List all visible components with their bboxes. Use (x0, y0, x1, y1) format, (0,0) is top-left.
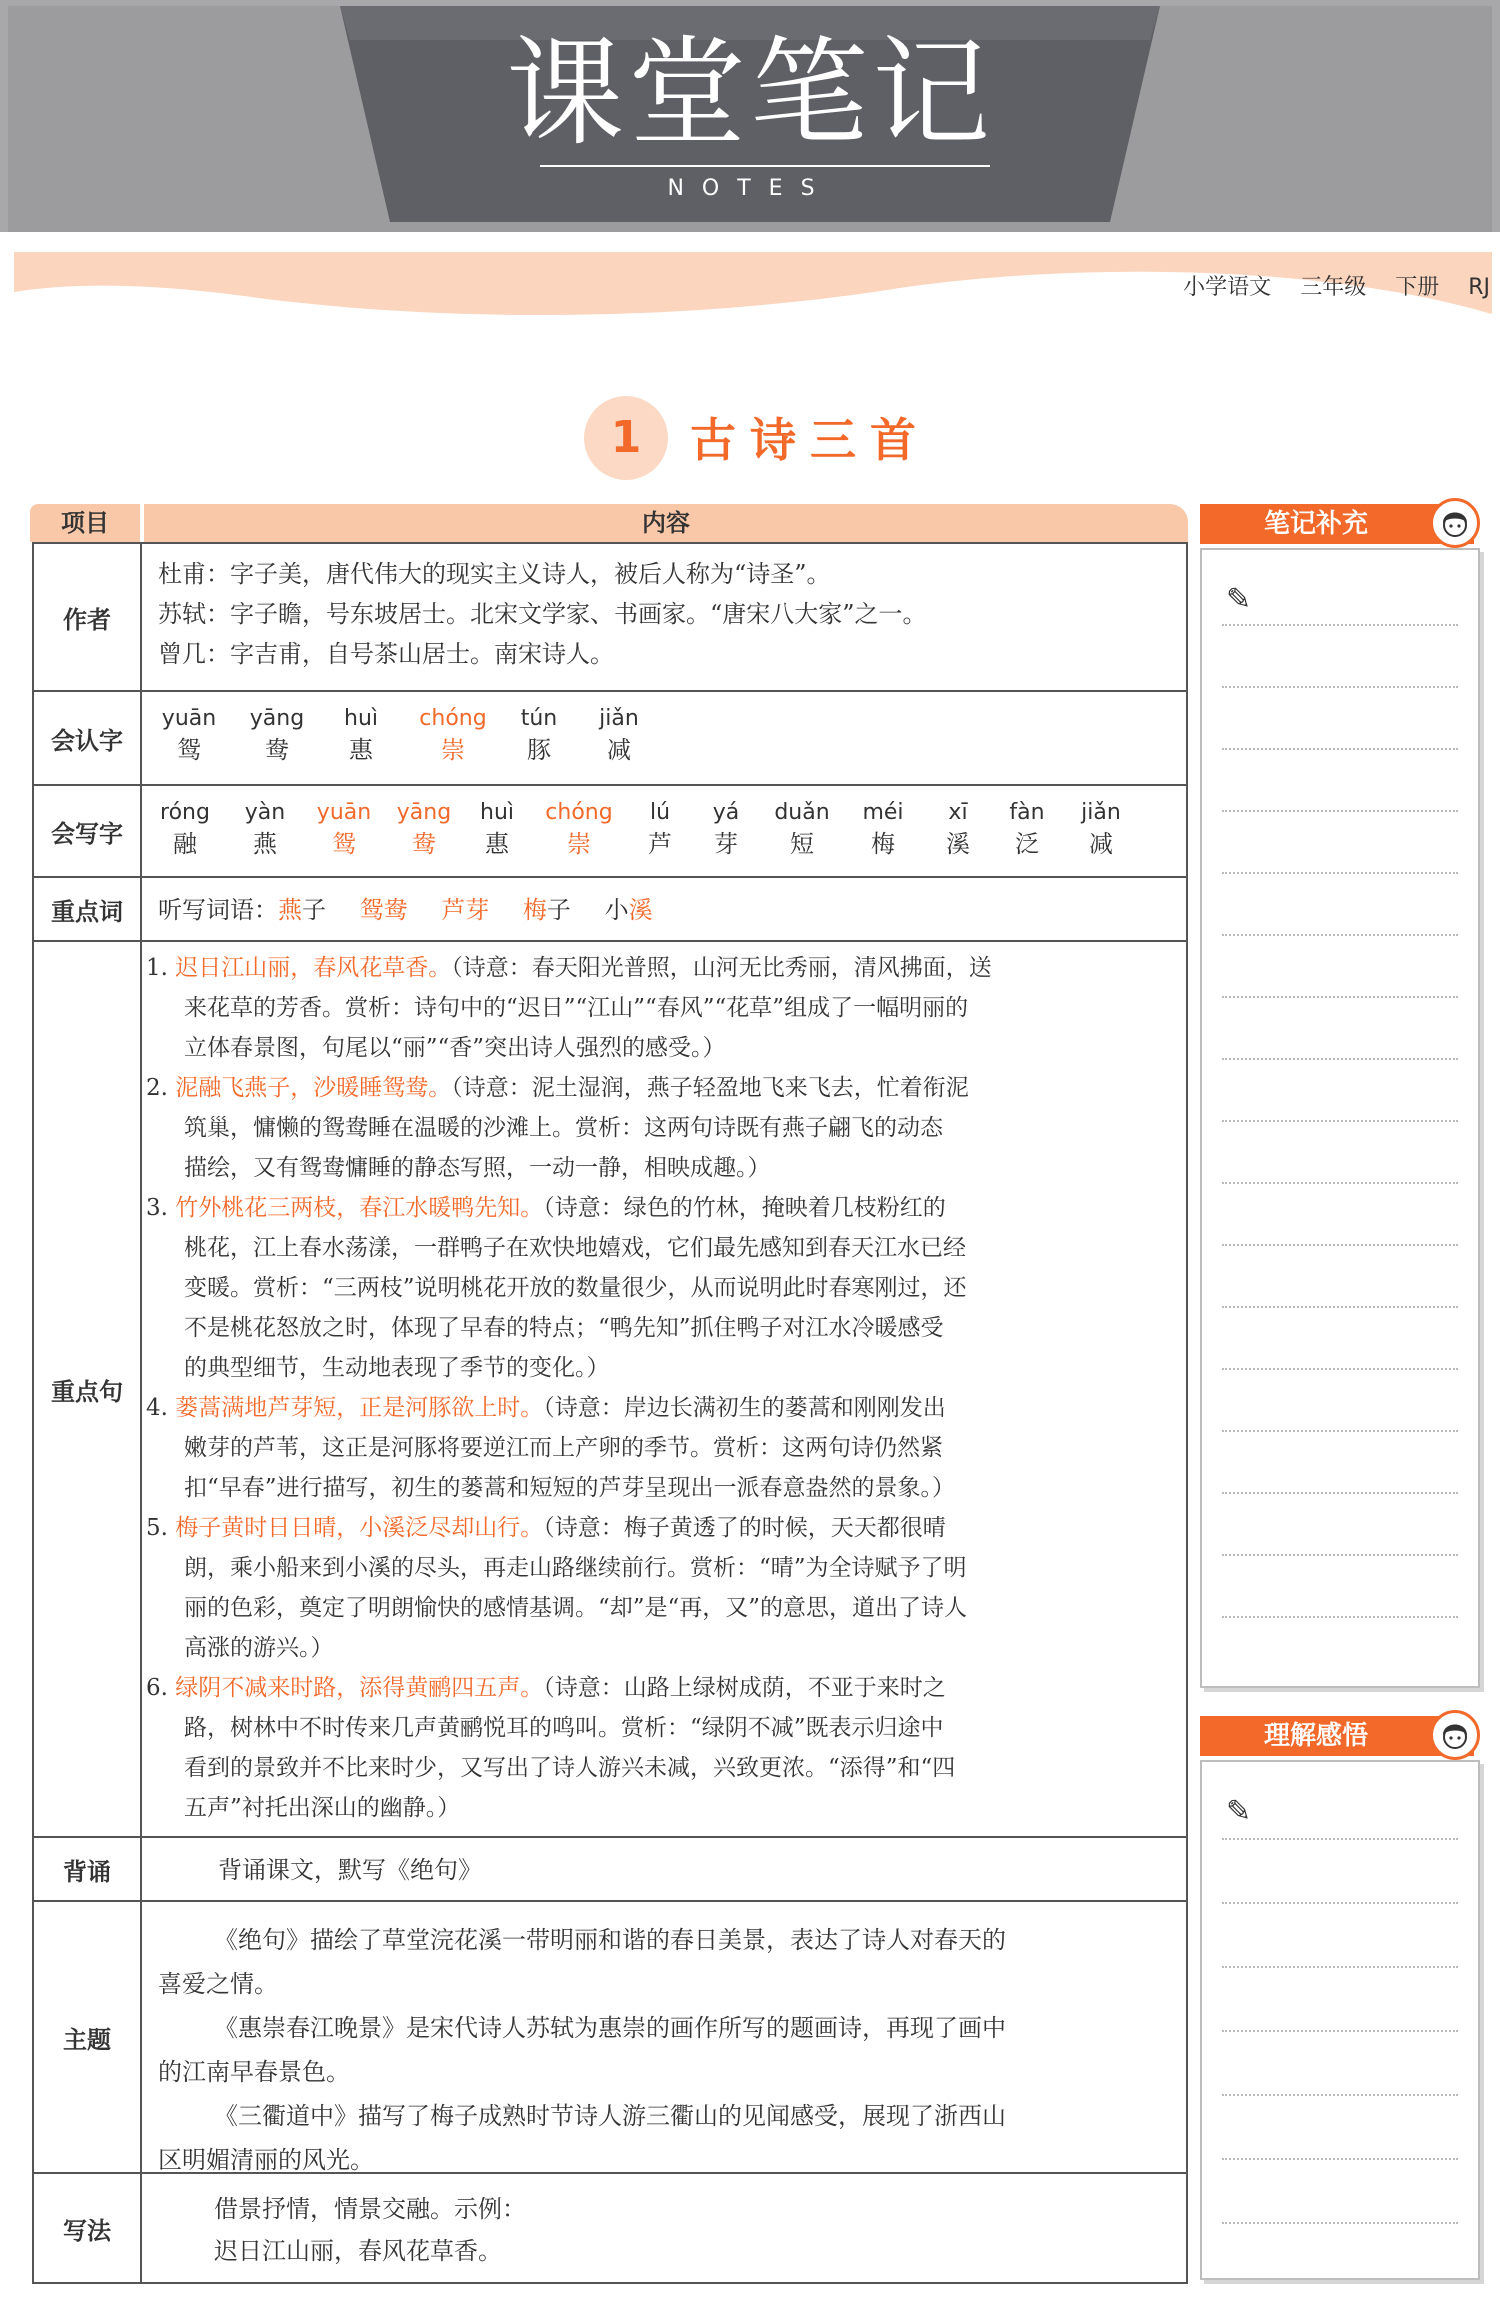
sentence-text: 高涨的游兴。） (184, 1635, 334, 1661)
sentence-text: 的典型细节，生动地表现了季节的变化。） (184, 1355, 610, 1381)
insight-tab: 理解感悟 (1200, 1716, 1474, 1756)
recite-content: 背诵课文，默写《绝句》 (218, 1856, 482, 1884)
table-row-recognize (34, 690, 1186, 784)
subject-edition: RJ (1468, 275, 1490, 300)
sentence-item (146, 1668, 1174, 1828)
write-line (1222, 2222, 1458, 2224)
write-line (1222, 872, 1458, 874)
char-pinyin: yuān (316, 800, 372, 825)
row-label-sentences: 重点句 (34, 942, 142, 1836)
theme-line: 的江南早春景色。 (158, 2058, 350, 2086)
write-line (1222, 1182, 1458, 1184)
sentence-number: 1. (146, 955, 168, 981)
char-pinyin: duǎn (774, 800, 830, 825)
keyword-char: 子 (302, 896, 326, 924)
char-pinyin: chóng (419, 706, 487, 731)
char-hanzi: 减 (607, 736, 631, 764)
char-item (154, 704, 224, 766)
char-hanzi: 泛 (1015, 830, 1039, 858)
sentence-text: 五声”衬托出深山的幽静。） (184, 1795, 461, 1821)
char-hanzi: 芦 (648, 830, 672, 858)
char-item (1070, 798, 1132, 860)
header-banner (0, 0, 1500, 232)
write-line (1222, 2094, 1458, 2096)
char-hanzi: 豚 (527, 736, 551, 764)
lesson-number: 1 (584, 396, 668, 480)
sentence-text: 桃花，江上春水荡漾，一群鸭子在欢快地嬉戏，它们最先感知到春天江水已经 (184, 1235, 966, 1261)
keyword-word: 鸳鸯 (359, 896, 408, 924)
char-pinyin: xī (948, 800, 968, 825)
char-item-highlight (304, 798, 384, 860)
sentence-text: （诗意：梅子黄透了的时候，天天都很晴 (543, 1515, 946, 1541)
char-hanzi: 燕 (253, 830, 277, 858)
keyword-char: 子 (546, 896, 571, 924)
author-content (158, 554, 1174, 674)
sentence-number: 4. (146, 1395, 168, 1421)
char-item-highlight (408, 704, 498, 766)
sentence-quote: 竹外桃花三两枝，春江水暖鸭先知。 (175, 1195, 544, 1221)
table-header-content: 内容 (144, 504, 1188, 542)
write-line (1222, 1430, 1458, 1432)
notes-box[interactable] (1200, 548, 1480, 1688)
theme-line: 喜爱之情。 (158, 1970, 278, 1998)
banner-subtitle: NOTES (667, 176, 833, 201)
sentence-text: 丽的色彩，奠定了明朗愉快的感情基调。“却”是“再，又”的意思，道出了诗人 (184, 1595, 968, 1621)
char-pinyin: jiǎn (1081, 800, 1121, 825)
char-item (764, 798, 840, 860)
write-line (1222, 2158, 1458, 2160)
sentence-quote: 蒌蒿满地芦芽短，正是河豚欲上时。 (175, 1395, 544, 1421)
subject-info (1161, 270, 1490, 301)
char-hanzi: 惠 (349, 736, 373, 764)
sentence-text: 嫩芽的芦苇，这正是河豚将要逆江而上产卵的季节。赏析：这两句诗仍然紧 (184, 1435, 943, 1461)
char-pinyin: fàn (1009, 800, 1045, 825)
write-line (1222, 934, 1458, 936)
write-line (1222, 748, 1458, 750)
theme-line: 《惠崇春江晚景》是宋代诗人苏轼为惠崇的画作所写的题画诗，再现了画中 (214, 2014, 1006, 2042)
theme-line: 《绝句》描绘了草堂浣花溪一带明丽和谐的春日美景，表达了诗人对春天的 (214, 1926, 1006, 1954)
char-item (930, 798, 986, 860)
char-pinyin: huì (480, 800, 514, 825)
char-item (326, 704, 396, 766)
theme-line: 《三衢道中》描写了梅子成熟时节诗人游三衢山的见闻感受，展现了浙西山 (214, 2102, 1006, 2130)
keyword-char: 梅 (522, 896, 547, 924)
char-hanzi: 芽 (714, 830, 738, 858)
write-line (1222, 1058, 1458, 1060)
char-pinyin: yuān (161, 706, 217, 731)
write-line (1222, 810, 1458, 812)
sentence-text: 看到的景致并不比来时少，又写出了诗人游兴未减，兴致更浓。“添得”和“四 (184, 1755, 956, 1781)
row-label-write: 会写字 (34, 786, 142, 876)
sentence-item (146, 1188, 1174, 1388)
char-hanzi: 短 (790, 830, 814, 858)
row-label-method: 写法 (34, 2174, 142, 2282)
table-row-recite (34, 1836, 1186, 1900)
write-line (1222, 1244, 1458, 1246)
avatar-icon (1430, 1710, 1480, 1760)
write-line (1222, 996, 1458, 998)
table-row-author (34, 544, 1186, 690)
sentence-text: 路，树林中不时传来几声黄鹂悦耳的鸣叫。赏析：“绿阴不减”既表示归途中 (184, 1715, 944, 1741)
write-line (1222, 1306, 1458, 1308)
sentence-quote: 绿阴不减来时路，添得黄鹂四五声。 (175, 1675, 544, 1701)
keyword-char: 溪 (628, 896, 653, 924)
table-row-keywords (34, 876, 1186, 940)
char-item-highlight (534, 798, 624, 860)
sentence-text: 筑巢，慵懒的鸳鸯睡在温暖的沙滩上。赏析：这两句诗既有燕子翩飞的动态 (184, 1115, 943, 1141)
char-hanzi: 溪 (946, 830, 970, 858)
write-line (1222, 2030, 1458, 2032)
sentence-text: 立体春景图，句尾以“丽”“香”突出诗人强烈的感受。） (184, 1035, 726, 1061)
char-pinyin: chóng (545, 800, 613, 825)
method-line: 借景抒情，情景交融。示例： (214, 2195, 526, 2223)
char-pinyin: lú (649, 800, 671, 825)
sentence-text: （诗意：山路上绿树成荫，不亚于来时之 (543, 1675, 946, 1701)
avatar-icon (1430, 498, 1480, 548)
sentence-text: 朗，乘小船来到小溪的尽头，再走山路继续前行。赏析：“晴”为全诗赋予了明 (184, 1555, 967, 1581)
sentence-text: （诗意：绿色的竹林，掩映着几枝粉红的 (543, 1195, 946, 1221)
table-row-sentences (34, 940, 1186, 1836)
sentence-text: 来花草的芳香。赏析：诗句中的“迟日”“江山”“春风”“花草”组成了一幅明丽的 (184, 995, 969, 1021)
char-pinyin: yāng (396, 800, 452, 825)
pencil-icon: ✎ (1226, 1794, 1252, 1829)
lesson-title: 古诗三首 (690, 413, 930, 467)
table-header-item: 项目 (30, 504, 140, 542)
char-item (848, 798, 918, 860)
char-item (230, 798, 300, 860)
table-row-write (34, 784, 1186, 876)
row-label-recite: 背诵 (34, 1838, 142, 1900)
sentence-text: 描绘，又有鸳鸯慵睡的静态写照，一动一静，相映成趣。） (184, 1155, 771, 1181)
char-hanzi: 梅 (871, 830, 895, 858)
char-item (242, 704, 312, 766)
char-item (996, 798, 1058, 860)
write-line (1222, 1966, 1458, 1968)
char-pinyin: jiǎn (599, 706, 639, 731)
char-item (632, 798, 688, 860)
sentence-item (146, 948, 1174, 1068)
sentence-text: （诗意：泥土湿润，燕子轻盈地飞来飞去，忙着衔泥 (451, 1075, 969, 1101)
banner-title: 课堂笔记 (505, 24, 994, 162)
write-line (1222, 1368, 1458, 1370)
method-example: 迟日江山丽，春风花草香。 (214, 2237, 502, 2265)
char-item (464, 798, 530, 860)
sentence-item (146, 1068, 1174, 1188)
keywords-content (158, 890, 1174, 930)
sentence-text: （诗意：春天阳光普照，山河无比秀丽，清风拂面，送 (451, 955, 992, 981)
sentence-number: 3. (146, 1195, 168, 1221)
char-pinyin: yàn (244, 800, 286, 825)
char-hanzi: 鸳 (177, 736, 201, 764)
char-hanzi: 崇 (441, 736, 465, 764)
author-line: 苏轼：字子瞻，号东坡居士。北宋文学家、书画家。“唐宋八大家”之一。 (158, 600, 927, 628)
write-line (1222, 1838, 1458, 1840)
write-line (1222, 686, 1458, 688)
notes-tab: 笔记补充 (1200, 504, 1474, 544)
keyword-char: 燕 (278, 896, 302, 924)
char-item-highlight (384, 798, 464, 860)
write-line (1222, 624, 1458, 626)
char-hanzi: 减 (1089, 830, 1113, 858)
sentence-quote: 迟日江山丽，春风花草香。 (175, 955, 452, 981)
method-content (214, 2188, 1174, 2272)
keyword-word: 芦芽 (441, 896, 490, 924)
char-item (504, 704, 574, 766)
sentence-number: 6. (146, 1675, 168, 1701)
row-label-author: 作者 (34, 544, 142, 690)
keywords-prefix: 听写词语： (158, 896, 278, 924)
sentence-item (146, 1508, 1174, 1668)
row-label-keywords: 重点词 (34, 878, 142, 940)
sentence-item (146, 1388, 1174, 1508)
sentence-text: 变暖。赏析：“三两枝”说明桃花开放的数量很少，从而说明此时春寒刚过，还 (184, 1275, 967, 1301)
char-item (584, 704, 654, 766)
char-pinyin: yāng (249, 706, 305, 731)
char-hanzi: 鸳 (332, 830, 356, 858)
char-pinyin: méi (862, 800, 904, 825)
row-label-theme: 主题 (34, 1902, 142, 2172)
char-hanzi: 融 (173, 830, 197, 858)
char-hanzi: 鸯 (265, 736, 289, 764)
row-label-recognize: 会认字 (34, 692, 142, 784)
char-pinyin: tún (520, 706, 558, 731)
char-pinyin: huì (344, 706, 378, 731)
sentence-text: 不是桃花怒放之时，体现了早春的特点；“鸭先知”抓住鸭子对江水冷暖感受 (184, 1315, 944, 1341)
table-row-theme (34, 1900, 1186, 2172)
subject-grade: 三年级 (1300, 275, 1367, 300)
char-pinyin: yá (712, 800, 740, 825)
sentence-quote: 泥融飞燕子，沙暖睡鸳鸯。 (175, 1075, 452, 1101)
write-line (1222, 1616, 1458, 1618)
subject-volume: 下册 (1395, 275, 1440, 300)
char-hanzi: 崇 (567, 830, 591, 858)
char-hanzi: 惠 (485, 830, 509, 858)
write-line (1222, 1902, 1458, 1904)
pencil-icon: ✎ (1226, 582, 1252, 617)
keyword-char: 小 (604, 896, 629, 924)
subject-course: 小学语文 (1183, 275, 1272, 300)
insight-box[interactable] (1200, 1760, 1480, 2280)
char-hanzi: 鸯 (412, 830, 436, 858)
theme-content (158, 1918, 1174, 2182)
sentence-number: 5. (146, 1515, 168, 1541)
table-row-method (34, 2172, 1186, 2282)
char-pinyin: róng (160, 800, 210, 825)
author-line: 曾几：字吉甫，自号茶山居士。南宋诗人。 (158, 640, 614, 668)
write-line (1222, 1554, 1458, 1556)
char-item (698, 798, 754, 860)
author-line: 杜甫：字子美，唐代伟大的现实主义诗人，被后人称为“诗圣”。 (158, 560, 831, 588)
theme-line: 区明媚清丽的风光。 (158, 2146, 374, 2174)
sentence-number: 2. (146, 1075, 168, 1101)
sentences-content (146, 948, 1174, 1828)
write-line (1222, 1492, 1458, 1494)
sentence-text: 扣“早春”进行描写，初生的蒌蒿和短短的芦芽呈现出一派春意盎然的景象。） (184, 1475, 956, 1501)
char-item (150, 798, 220, 860)
write-line (1222, 1120, 1458, 1122)
sentence-text: （诗意：岸边长满初生的蒌蒿和刚刚发出 (543, 1395, 946, 1421)
notes-table (32, 542, 1188, 2284)
sentence-quote: 梅子黄时日日晴，小溪泛尽却山行。 (175, 1515, 544, 1541)
